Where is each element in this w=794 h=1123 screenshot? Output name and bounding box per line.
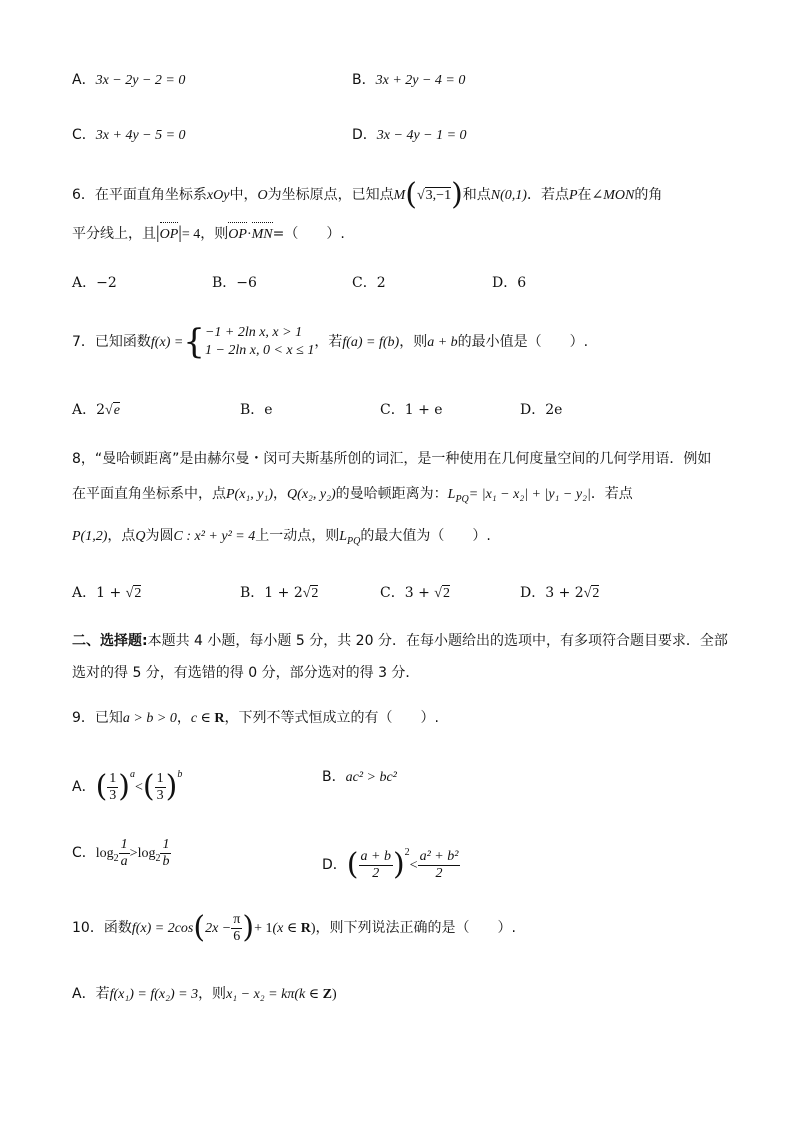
q5-option-b: B．3x + 2y − 4 = 0 [352,72,466,88]
q5-option-a: A．3x − 2y − 2 = 0 [72,72,186,88]
q9-option-d: D．( $\frac{a + b}{2}$ )$^2$< $\frac{\text{a² + b²}}{2}$ [322,847,459,882]
q7-option-c: C．1 + e [380,402,443,418]
q8-option-d: D．3 + 2√2 [520,585,600,601]
q6-option-d: D．6 [492,275,527,291]
q5-option-d: D．3x − 4y − 1 = 0 [352,127,467,143]
q9-stem: 9．已知a > b > 0，c ∈ R，下列不等式恒成立的有（ ）. [72,710,439,726]
q7-stem: 7．已知函数f(x) ={ −1 + 2ln x, x > 1 1 − 2ln x, 0 < x ≤ 1 ，若f(a) = f(b)，则a + b的最小值是（ ）. [72,322,589,362]
q10-option-a: A．若f(x₁) = f(x₂) = 3，则x₁ − x₂ = kπ(k ∈ Z) [72,986,337,1002]
q6-option-c: C．2 [352,275,386,291]
q8-stem-line3: P(1,2)，点Q为圆C : x² + y² = 4上一动点，则$L_{PQ}$的最大值为（ ）. [72,528,491,547]
q7-option-d: D．2e [520,402,563,418]
q10-stem: 10．函数f(x) = 2cos(2x − $\frac{\pi}{6}$ )+ 1(x ∈ R)，则下列说法正确的是（ ）. [72,910,516,945]
q8-stem-line1: 8，“曼哈顿距离”是由赫尔曼・闵可夫斯基所创的词汇，是一种使用在几何度量空间的几何学用语．例如 [72,451,712,467]
q9-option-a: A．( $\frac{1}{3}$ )$^a$<( $\frac{1}{3}$ )$^b$ [72,769,183,804]
q7-option-a: A．2√e [72,402,120,418]
q6-stem-line2: 平分线上，且|OP|= 4，则OP·MN=（ ）. [72,222,345,245]
section-instructions: 选对的得 5 分，有选错的得 0 分，部分选对的得 3 分． [72,665,420,681]
q8-option-b: B．1 + 2√2 [240,585,319,601]
q6-stem-line1: 6．在平面直角坐标系xOy中，O为坐标原点，已知点M(√3,−1)和点N(0,1)．若点P在∠MON的角 [72,177,663,212]
q9-option-c: C．$\log_2$ $\frac{1}{a}$ $>\log_2$ $\frac{1}{b}$ [72,836,170,869]
q6-option-a: A．−2 [72,275,117,291]
q6-option-b: B．−6 [212,275,257,291]
q8-stem-line2: 在平面直角坐标系中，点P(x₁, y₁)，Q(x₂, y₂)的曼哈顿距离为：$L_{PQ}= |x_1 - x_2| + |y_1 - y_2|$．若点 [72,486,633,505]
q5-option-c: C．3x + 4y − 5 = 0 [72,127,186,143]
section-heading: 二、选择题:本题共 4 小题，每小题 5 分，共 20 分．在每小题给出的选项中，有多项符合题目要求．全部 [72,633,728,649]
q8-option-c: C．3 + √2 [380,585,450,601]
q7-option-b: B．e [240,402,273,418]
q7-piecewise: −1 + 2ln x, x > 1 1 − 2ln x, 0 < x ≤ 1 [204,325,315,358]
q9-option-b: B．ac² > bc² [322,769,397,785]
q8-option-a: A．1 + √2 [72,585,142,601]
